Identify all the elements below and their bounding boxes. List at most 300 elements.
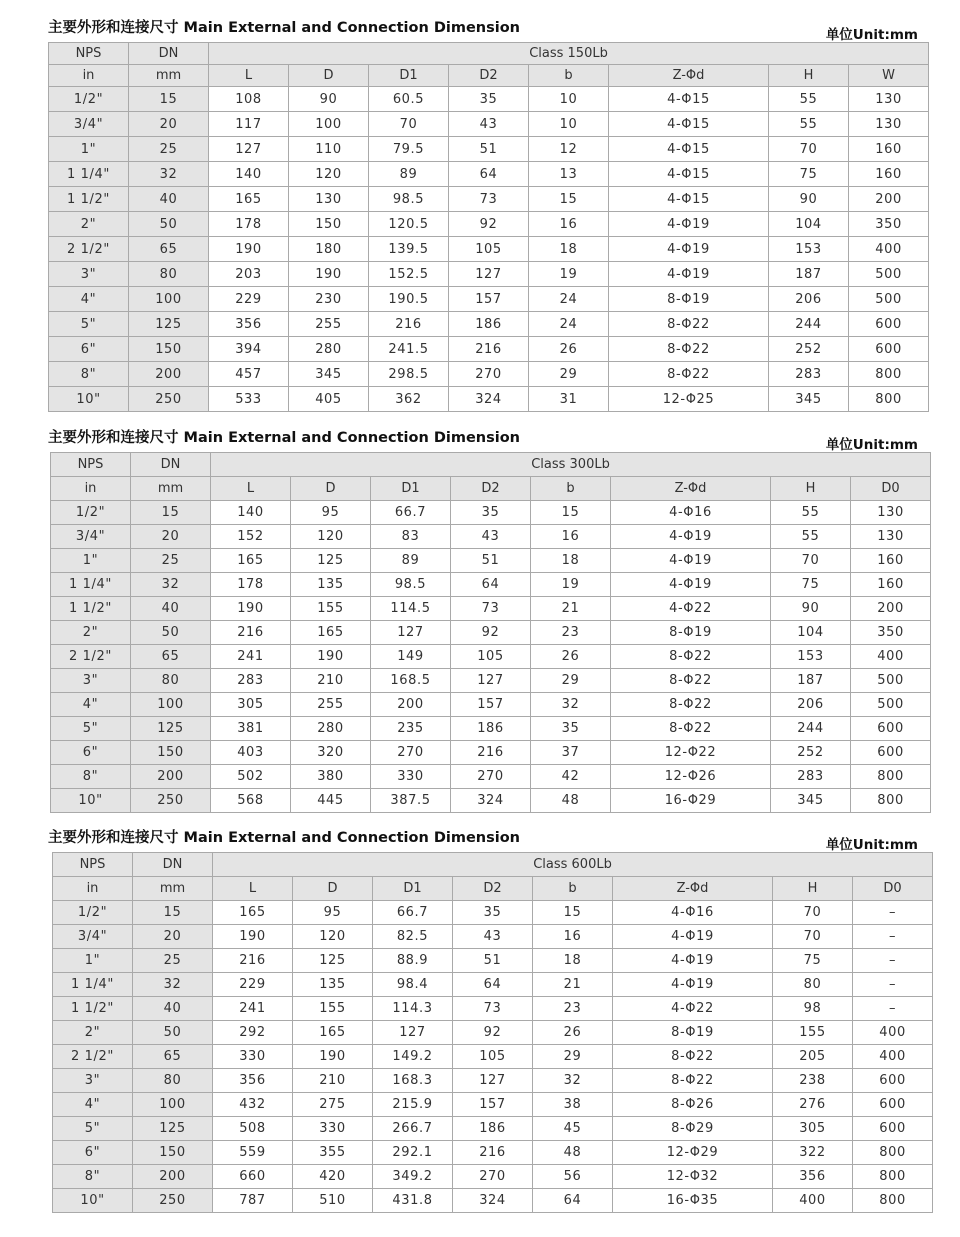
table-cell: 35 bbox=[453, 901, 533, 925]
table-cell: 55 bbox=[771, 525, 851, 549]
table-cell: 130 bbox=[849, 112, 929, 137]
table-cell: 8-Φ22 bbox=[613, 1045, 773, 1069]
table-cell: 600 bbox=[853, 1117, 933, 1141]
table-cell: 15 bbox=[129, 87, 209, 112]
table-cell: 2 1/2" bbox=[53, 1045, 133, 1069]
table-cell: 79.5 bbox=[369, 137, 449, 162]
table-cell: 3" bbox=[53, 1069, 133, 1093]
table-cell: 23 bbox=[531, 621, 611, 645]
table-cell: 70 bbox=[773, 925, 853, 949]
table-cell: 125 bbox=[133, 1117, 213, 1141]
table-cell: 21 bbox=[533, 973, 613, 997]
table-cell: 8-Φ22 bbox=[609, 362, 769, 387]
table-cell: 139.5 bbox=[369, 237, 449, 262]
table-cell: 1 1/4" bbox=[51, 573, 131, 597]
unit-label: 单位Unit:mm bbox=[825, 837, 918, 853]
table-row bbox=[53, 1069, 933, 1093]
table-cell: 12-Φ32 bbox=[613, 1165, 773, 1189]
table-cell: 190 bbox=[291, 645, 371, 669]
table-cell: 16 bbox=[531, 525, 611, 549]
table-cell: 400 bbox=[853, 1045, 933, 1069]
table-cell: 92 bbox=[453, 1021, 533, 1045]
table-cell: 1" bbox=[53, 949, 133, 973]
table-cell: 568 bbox=[211, 789, 291, 813]
table-cell: 190 bbox=[211, 597, 291, 621]
dn-header: DN bbox=[133, 853, 213, 877]
dimension-table-class-150 bbox=[48, 42, 929, 412]
table-cell: 292 bbox=[213, 1021, 293, 1045]
table-cell: 100 bbox=[289, 112, 369, 137]
table-row bbox=[49, 137, 929, 162]
table-cell: 600 bbox=[851, 741, 931, 765]
table-cell: 152 bbox=[211, 525, 291, 549]
nps-header: NPS bbox=[51, 453, 131, 477]
table-cell: 80 bbox=[773, 973, 853, 997]
table-cell: 356 bbox=[213, 1069, 293, 1093]
table-cell: 51 bbox=[449, 137, 529, 162]
table-cell: 125 bbox=[129, 312, 209, 337]
table-row bbox=[49, 387, 929, 412]
table-row bbox=[53, 901, 933, 925]
table-cell: 187 bbox=[771, 669, 851, 693]
table-cell: 8-Φ29 bbox=[613, 1117, 773, 1141]
table-cell: 64 bbox=[449, 162, 529, 187]
table-cell: 1 1/4" bbox=[49, 162, 129, 187]
table-cell: 26 bbox=[531, 645, 611, 669]
table-row bbox=[51, 501, 931, 525]
table-cell: 15 bbox=[131, 501, 211, 525]
table-cell: 48 bbox=[531, 789, 611, 813]
column-header: H bbox=[771, 477, 851, 501]
table-cell: 70 bbox=[369, 112, 449, 137]
table-cell: 105 bbox=[451, 645, 531, 669]
table-row bbox=[51, 597, 931, 621]
table-cell: 66.7 bbox=[373, 901, 453, 925]
table-cell: 12-Φ26 bbox=[611, 765, 771, 789]
table-cell: 150 bbox=[289, 212, 369, 237]
table-cell: 43 bbox=[453, 925, 533, 949]
table-cell: 155 bbox=[293, 997, 373, 1021]
table-cell: 250 bbox=[131, 789, 211, 813]
table-cell: 89 bbox=[371, 549, 451, 573]
table-cell: 787 bbox=[213, 1189, 293, 1213]
table-cell: 157 bbox=[451, 693, 531, 717]
table-cell: 149.2 bbox=[373, 1045, 453, 1069]
table-cell: 40 bbox=[133, 997, 213, 1021]
table-cell: 105 bbox=[449, 237, 529, 262]
in-header: in bbox=[49, 65, 129, 87]
table-cell: 98.5 bbox=[369, 187, 449, 212]
table-cell: 24 bbox=[529, 312, 609, 337]
table-row bbox=[53, 973, 933, 997]
table-cell: 380 bbox=[291, 765, 371, 789]
table-cell: 125 bbox=[131, 717, 211, 741]
table-cell: 6" bbox=[49, 337, 129, 362]
table-cell: 160 bbox=[849, 162, 929, 187]
table-cell: 32 bbox=[531, 693, 611, 717]
table-cell: 89 bbox=[369, 162, 449, 187]
table-cell: 43 bbox=[449, 112, 529, 137]
table-cell: 800 bbox=[851, 789, 931, 813]
table-cell: 4-Φ15 bbox=[609, 112, 769, 137]
table-cell: 250 bbox=[133, 1189, 213, 1213]
table-cell: 203 bbox=[209, 262, 289, 287]
table-cell: 98.4 bbox=[373, 973, 453, 997]
table-cell: 18 bbox=[531, 549, 611, 573]
table-cell: 215.9 bbox=[373, 1093, 453, 1117]
table-cell: 1 1/2" bbox=[49, 187, 129, 212]
table-cell: 10 bbox=[529, 112, 609, 137]
table-cell: 150 bbox=[133, 1141, 213, 1165]
table-cell: 244 bbox=[769, 312, 849, 337]
section-title: 主要外形和连接尺寸 Main External and Connection Dimension bbox=[48, 20, 521, 36]
table-cell: 120.5 bbox=[369, 212, 449, 237]
table-cell: 125 bbox=[291, 549, 371, 573]
table-cell: 23 bbox=[533, 997, 613, 1021]
table-cell: 8-Φ22 bbox=[611, 669, 771, 693]
table-cell: 283 bbox=[771, 765, 851, 789]
table-cell: 130 bbox=[849, 87, 929, 112]
table-cell: 25 bbox=[133, 949, 213, 973]
table-cell: 345 bbox=[771, 789, 851, 813]
table-row bbox=[49, 162, 929, 187]
table-cell: 420 bbox=[293, 1165, 373, 1189]
table-cell: 270 bbox=[451, 765, 531, 789]
table-cell: 210 bbox=[293, 1069, 373, 1093]
table-cell: 42 bbox=[531, 765, 611, 789]
column-header: Z-Φd bbox=[611, 477, 771, 501]
table-cell: 105 bbox=[453, 1045, 533, 1069]
column-header: b bbox=[529, 65, 609, 87]
table-cell: 324 bbox=[453, 1189, 533, 1213]
table-cell: 127 bbox=[449, 262, 529, 287]
table-cell: 38 bbox=[533, 1093, 613, 1117]
table-cell: 252 bbox=[771, 741, 851, 765]
table-cell: – bbox=[853, 973, 933, 997]
table-cell: 8-Φ22 bbox=[609, 337, 769, 362]
table-cell: 356 bbox=[773, 1165, 853, 1189]
table-row bbox=[49, 112, 929, 137]
table-cell: 127 bbox=[451, 669, 531, 693]
table-cell: 1" bbox=[49, 137, 129, 162]
table-cell: 98.5 bbox=[371, 573, 451, 597]
table-row bbox=[53, 1141, 933, 1165]
dimension-table-class-300 bbox=[50, 452, 931, 813]
table-cell: 4-Φ19 bbox=[613, 949, 773, 973]
table-cell: 75 bbox=[773, 949, 853, 973]
table-cell: 4-Φ15 bbox=[609, 137, 769, 162]
table-row bbox=[49, 337, 929, 362]
table-cell: 120 bbox=[289, 162, 369, 187]
table-row bbox=[53, 949, 933, 973]
table-row bbox=[49, 187, 929, 212]
table-cell: 4-Φ16 bbox=[613, 901, 773, 925]
table-row bbox=[51, 741, 931, 765]
table-cell: 24 bbox=[529, 287, 609, 312]
table-cell: 10" bbox=[51, 789, 131, 813]
table-cell: 90 bbox=[289, 87, 369, 112]
dimension-table-class-600 bbox=[52, 852, 933, 1213]
table-cell: 330 bbox=[371, 765, 451, 789]
column-header: D bbox=[291, 477, 371, 501]
table-cell: 800 bbox=[849, 387, 929, 412]
table-cell: 26 bbox=[533, 1021, 613, 1045]
table-cell: 8-Φ22 bbox=[611, 717, 771, 741]
table-cell: 345 bbox=[769, 387, 849, 412]
header-row bbox=[53, 853, 933, 877]
table-cell: 400 bbox=[851, 645, 931, 669]
table-cell: 4-Φ19 bbox=[609, 262, 769, 287]
table-cell: 3/4" bbox=[51, 525, 131, 549]
table-cell: 6" bbox=[53, 1141, 133, 1165]
table-cell: 12-Φ25 bbox=[609, 387, 769, 412]
table-cell: 165 bbox=[209, 187, 289, 212]
column-header: W bbox=[849, 65, 929, 87]
table-cell: 292.1 bbox=[373, 1141, 453, 1165]
column-header: D2 bbox=[451, 477, 531, 501]
table-cell: 252 bbox=[769, 337, 849, 362]
table-cell: 205 bbox=[773, 1045, 853, 1069]
table-cell: 15 bbox=[529, 187, 609, 212]
table-cell: 19 bbox=[529, 262, 609, 287]
table-cell: 40 bbox=[131, 597, 211, 621]
table-cell: 100 bbox=[129, 287, 209, 312]
column-header: D2 bbox=[449, 65, 529, 87]
table-row bbox=[51, 621, 931, 645]
table-cell: 403 bbox=[211, 741, 291, 765]
table-cell: 98 bbox=[773, 997, 853, 1021]
table-cell: 56 bbox=[533, 1165, 613, 1189]
table-cell: 70 bbox=[769, 137, 849, 162]
table-cell: 168.5 bbox=[371, 669, 451, 693]
table-cell: 165 bbox=[291, 621, 371, 645]
table-cell: 216 bbox=[211, 621, 291, 645]
table-cell: 600 bbox=[853, 1093, 933, 1117]
table-cell: 160 bbox=[849, 137, 929, 162]
table-cell: 400 bbox=[849, 237, 929, 262]
table-cell: 4-Φ15 bbox=[609, 187, 769, 212]
table-cell: 250 bbox=[129, 387, 209, 412]
table-cell: 216 bbox=[213, 949, 293, 973]
table-cell: 120 bbox=[293, 925, 373, 949]
table-cell: 16 bbox=[529, 212, 609, 237]
table-cell: 8-Φ19 bbox=[613, 1021, 773, 1045]
table-cell: 117 bbox=[209, 112, 289, 137]
table-cell: 92 bbox=[449, 212, 529, 237]
table-cell: 120 bbox=[291, 525, 371, 549]
table-cell: 51 bbox=[451, 549, 531, 573]
table-cell: 283 bbox=[769, 362, 849, 387]
table-cell: 16-Φ29 bbox=[611, 789, 771, 813]
table-cell: 349.2 bbox=[373, 1165, 453, 1189]
table-cell: 190 bbox=[213, 925, 293, 949]
table-cell: 187 bbox=[769, 262, 849, 287]
table-cell: 200 bbox=[133, 1165, 213, 1189]
table-cell: 18 bbox=[529, 237, 609, 262]
table-cell: 4-Φ19 bbox=[613, 925, 773, 949]
table-cell: 66.7 bbox=[371, 501, 451, 525]
table-cell: 32 bbox=[129, 162, 209, 187]
table-cell: 19 bbox=[531, 573, 611, 597]
unit-label: 单位Unit:mm bbox=[825, 27, 918, 43]
column-header: D0 bbox=[851, 477, 931, 501]
table-cell: 206 bbox=[769, 287, 849, 312]
table-row bbox=[51, 573, 931, 597]
table-cell: 153 bbox=[769, 237, 849, 262]
table-cell: 127 bbox=[371, 621, 451, 645]
table-cell: 350 bbox=[849, 212, 929, 237]
table-cell: 280 bbox=[289, 337, 369, 362]
table-cell: 210 bbox=[291, 669, 371, 693]
table-cell: 330 bbox=[293, 1117, 373, 1141]
table-row bbox=[49, 287, 929, 312]
table-cell: 4-Φ22 bbox=[611, 597, 771, 621]
table-cell: 110 bbox=[289, 137, 369, 162]
table-cell: 190 bbox=[209, 237, 289, 262]
table-cell: 135 bbox=[293, 973, 373, 997]
table-row bbox=[53, 1021, 933, 1045]
table-cell: 510 bbox=[293, 1189, 373, 1213]
table-cell: 40 bbox=[129, 187, 209, 212]
table-cell: 255 bbox=[289, 312, 369, 337]
table-cell: 4-Φ22 bbox=[613, 997, 773, 1021]
table-row bbox=[49, 362, 929, 387]
table-cell: 35 bbox=[451, 501, 531, 525]
unit-label: 单位Unit:mm bbox=[825, 437, 918, 453]
table-cell: 155 bbox=[773, 1021, 853, 1045]
table-cell: 216 bbox=[449, 337, 529, 362]
table-cell: 1 1/2" bbox=[51, 597, 131, 621]
table-cell: 533 bbox=[209, 387, 289, 412]
column-header: D1 bbox=[371, 477, 451, 501]
table-cell: 51 bbox=[453, 949, 533, 973]
table-cell: 31 bbox=[529, 387, 609, 412]
table-row bbox=[51, 765, 931, 789]
table-cell: 165 bbox=[211, 549, 291, 573]
table-cell: 600 bbox=[849, 337, 929, 362]
header-row bbox=[49, 43, 929, 65]
table-cell: 10 bbox=[529, 87, 609, 112]
class-header: Class 600Lb bbox=[213, 853, 933, 877]
table-cell: 10" bbox=[49, 387, 129, 412]
table-cell: 305 bbox=[211, 693, 291, 717]
table-cell: 800 bbox=[853, 1165, 933, 1189]
table-cell: 320 bbox=[291, 741, 371, 765]
table-cell: 150 bbox=[129, 337, 209, 362]
table-cell: 130 bbox=[289, 187, 369, 212]
table-cell: 270 bbox=[449, 362, 529, 387]
table-cell: 55 bbox=[769, 87, 849, 112]
table-cell: 4" bbox=[49, 287, 129, 312]
table-cell: 70 bbox=[773, 901, 853, 925]
table-cell: 83 bbox=[371, 525, 451, 549]
table-cell: 55 bbox=[771, 501, 851, 525]
table-cell: 186 bbox=[451, 717, 531, 741]
table-cell: 114.5 bbox=[371, 597, 451, 621]
table-cell: 50 bbox=[131, 621, 211, 645]
table-cell: 157 bbox=[453, 1093, 533, 1117]
nps-header: NPS bbox=[53, 853, 133, 877]
table-cell: 356 bbox=[209, 312, 289, 337]
table-cell: 255 bbox=[291, 693, 371, 717]
section-title: 主要外形和连接尺寸 Main External and Connection Dimension bbox=[48, 830, 521, 846]
table-cell: 32 bbox=[133, 973, 213, 997]
table-cell: 230 bbox=[289, 287, 369, 312]
table-cell: 200 bbox=[131, 765, 211, 789]
table-cell: 127 bbox=[209, 137, 289, 162]
table-cell: 160 bbox=[851, 549, 931, 573]
table-cell: 2" bbox=[51, 621, 131, 645]
table-cell: 241.5 bbox=[369, 337, 449, 362]
table-cell: 235 bbox=[371, 717, 451, 741]
table-cell: 330 bbox=[213, 1045, 293, 1069]
dn-header: DN bbox=[129, 43, 209, 65]
table-cell: 168.3 bbox=[373, 1069, 453, 1093]
table-cell: 186 bbox=[453, 1117, 533, 1141]
table-cell: 1/2" bbox=[53, 901, 133, 925]
column-header: L bbox=[213, 877, 293, 901]
mm-header: mm bbox=[129, 65, 209, 87]
table-cell: 500 bbox=[849, 287, 929, 312]
dn-header: DN bbox=[131, 453, 211, 477]
table-cell: 800 bbox=[853, 1141, 933, 1165]
table-cell: 200 bbox=[129, 362, 209, 387]
table-row bbox=[53, 1117, 933, 1141]
table-cell: 88.9 bbox=[373, 949, 453, 973]
table-cell: 8" bbox=[49, 362, 129, 387]
class-header: Class 300Lb bbox=[211, 453, 931, 477]
table-cell: 32 bbox=[131, 573, 211, 597]
table-cell: 64 bbox=[533, 1189, 613, 1213]
table-cell: 457 bbox=[209, 362, 289, 387]
in-header: in bbox=[53, 877, 133, 901]
table-cell: 35 bbox=[531, 717, 611, 741]
table-cell: 75 bbox=[771, 573, 851, 597]
table-cell: 16-Φ35 bbox=[613, 1189, 773, 1213]
table-cell: 350 bbox=[851, 621, 931, 645]
table-row bbox=[53, 1165, 933, 1189]
table-cell: 70 bbox=[771, 549, 851, 573]
table-cell: 150 bbox=[131, 741, 211, 765]
column-header: D1 bbox=[373, 877, 453, 901]
table-cell: 48 bbox=[533, 1141, 613, 1165]
table-cell: 55 bbox=[769, 112, 849, 137]
table-cell: 502 bbox=[211, 765, 291, 789]
table-cell: 200 bbox=[371, 693, 451, 717]
table-cell: 15 bbox=[133, 901, 213, 925]
column-header: L bbox=[211, 477, 291, 501]
table-cell: 104 bbox=[771, 621, 851, 645]
table-cell: 4-Φ16 bbox=[611, 501, 771, 525]
table-cell: 127 bbox=[453, 1069, 533, 1093]
table-cell: 15 bbox=[533, 901, 613, 925]
column-header: H bbox=[773, 877, 853, 901]
table-cell: 2" bbox=[49, 212, 129, 237]
column-header: H bbox=[769, 65, 849, 87]
table-row bbox=[53, 1189, 933, 1213]
table-cell: 216 bbox=[369, 312, 449, 337]
table-cell: 1/2" bbox=[51, 501, 131, 525]
table-cell: 125 bbox=[293, 949, 373, 973]
table-cell: 16 bbox=[533, 925, 613, 949]
table-cell: 322 bbox=[773, 1141, 853, 1165]
table-cell: 387.5 bbox=[371, 789, 451, 813]
table-cell: 135 bbox=[291, 573, 371, 597]
table-cell: 90 bbox=[771, 597, 851, 621]
table-cell: 153 bbox=[771, 645, 851, 669]
table-cell: 4-Φ19 bbox=[611, 525, 771, 549]
table-cell: 29 bbox=[533, 1045, 613, 1069]
